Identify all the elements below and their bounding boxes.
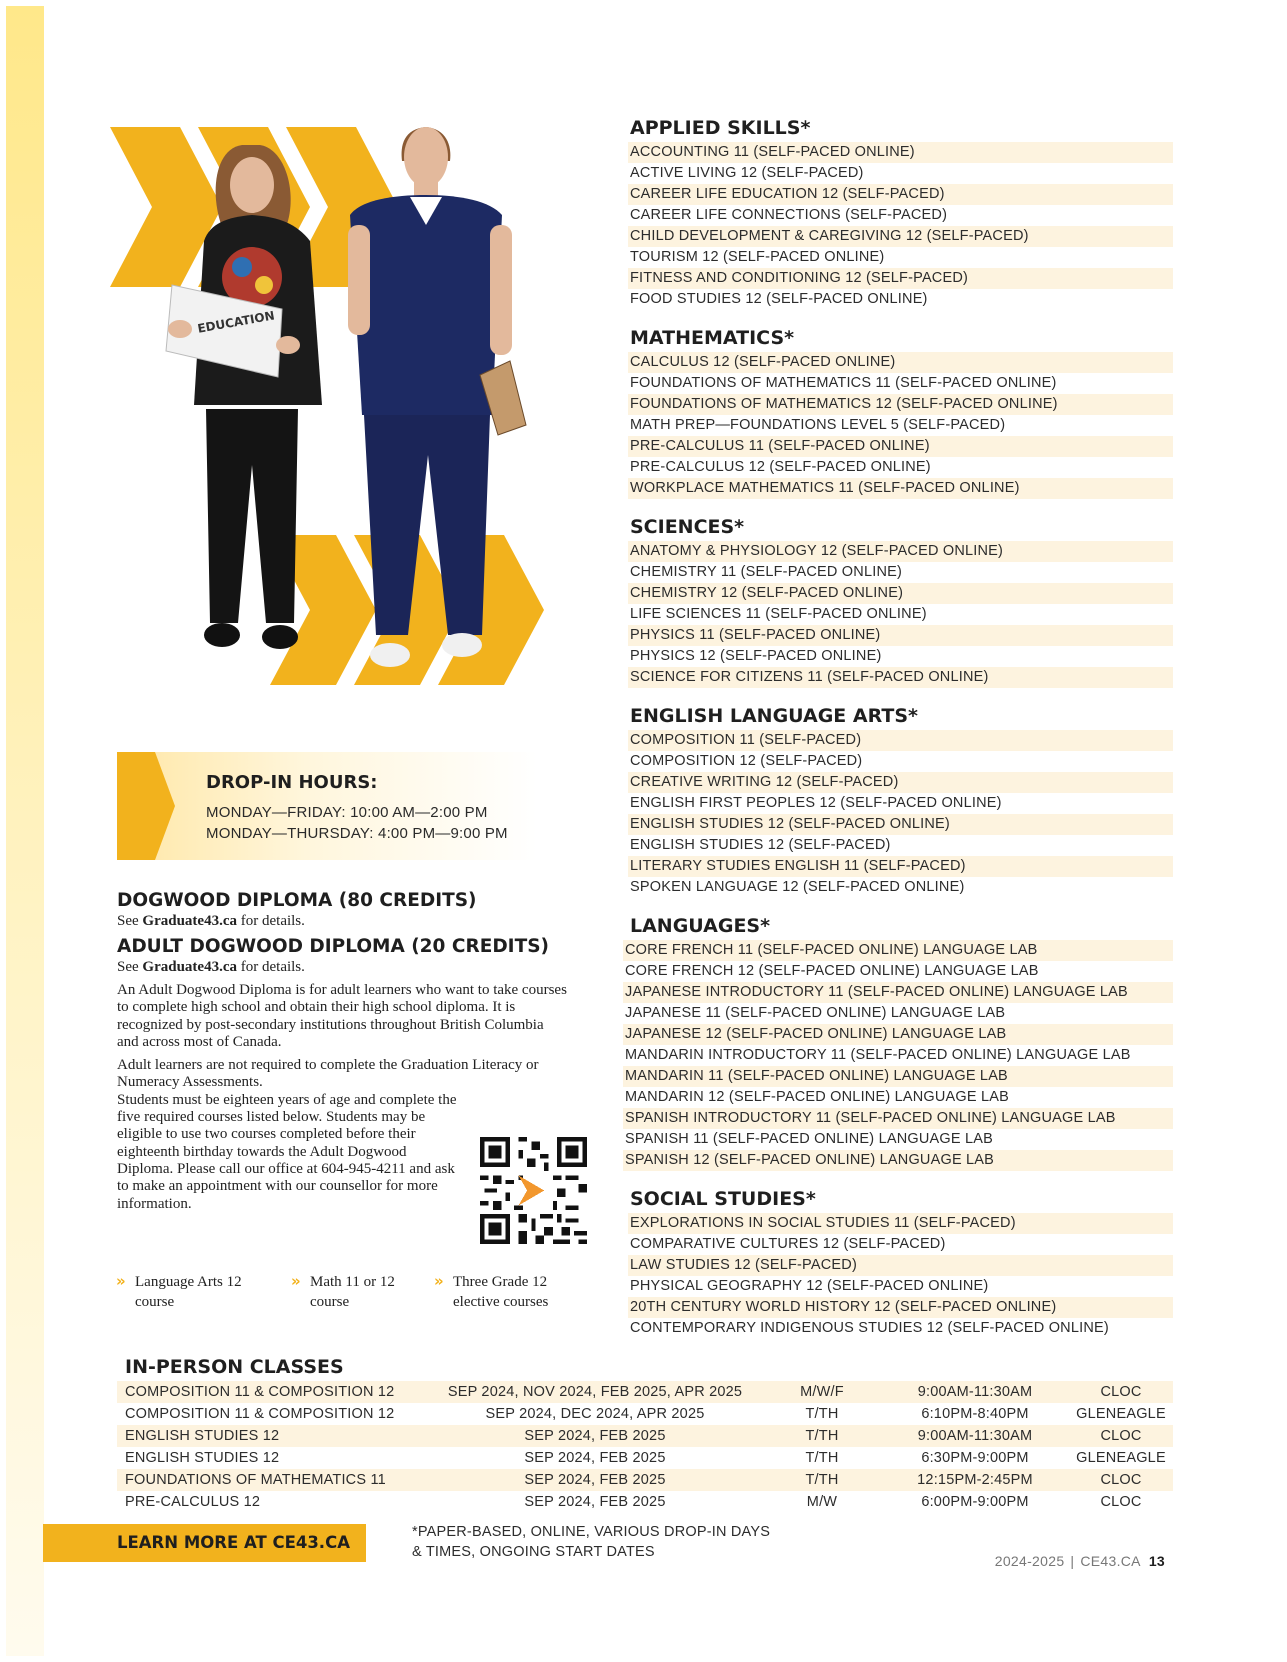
course-list-languages (623, 940, 1173, 1171)
drop-in-chevron-icon (117, 752, 177, 860)
class-days: T/TH (805, 1472, 839, 1488)
table-row (117, 1425, 1173, 1447)
class-dates: SEP 2024, FEB 2025 (524, 1494, 666, 1510)
eligibility-note: Students must be eighteen years of age and complete the five required courses listed below. Students may be eligible to use two courses completed before their eighteenth birthday towards the Adult Dogwood Diploma. Please call our office at 604-945-4211 and ask to make an appointment with our counsellor for more information. (117, 1091, 457, 1212)
table-row (117, 1469, 1173, 1491)
course-item: CAREER LIFE CONNECTIONS (SELF-PACED) (630, 207, 948, 223)
required-course-line: course (310, 1294, 350, 1310)
footnote (412, 1522, 770, 1562)
class-course: ENGLISH STUDIES 12 (125, 1428, 280, 1444)
class-time: 6:00PM-9:00PM (921, 1494, 1029, 1510)
course-item: EXPLORATIONS IN SOCIAL STUDIES 11 (SELF-PACED) (628, 1213, 1173, 1234)
class-days: M/W (806, 1494, 838, 1510)
see-suffix: for details. (237, 913, 305, 929)
course-item: CHEMISTRY 11 (SELF-PACED ONLINE) (630, 564, 903, 580)
drop-in-hours-evening: MONDAY—THURSDAY: 4:00 PM—9:00 PM (206, 825, 508, 842)
course-item: COMPOSITION 11 (SELF-PACED) (628, 730, 1173, 751)
course-item: ENGLISH FIRST PEOPLES 12 (SELF-PACED ONLINE) (630, 795, 1002, 811)
see-prefix: See (117, 913, 143, 929)
class-days: T/TH (805, 1450, 839, 1466)
course-item: MATH PREP—FOUNDATIONS LEVEL 5 (SELF-PACED) (630, 417, 1006, 433)
graduate43-link[interactable]: Graduate43.ca (142, 913, 237, 929)
section-english-language-arts (628, 702, 1173, 898)
class-course: COMPOSITION 11 & COMPOSITION 12 (125, 1406, 395, 1422)
required-course-line: Math 11 or 12 (310, 1274, 395, 1290)
qr-code-icon[interactable] (480, 1137, 587, 1244)
course-item: PHYSICS 11 (SELF-PACED ONLINE) (628, 625, 1173, 646)
course-item: PHYSICS 12 (SELF-PACED ONLINE) (630, 648, 882, 664)
required-course-line: course (135, 1294, 175, 1310)
drop-in-hours-box (117, 752, 537, 860)
page-number: 13 (1148, 1553, 1165, 1569)
course-list-sciences (628, 541, 1173, 688)
page-footer (995, 1553, 1165, 1569)
course-item: SPANISH 11 (SELF-PACED ONLINE) LANGUAGE LAB (625, 1131, 993, 1147)
course-item: SPANISH 12 (SELF-PACED ONLINE) LANGUAGE LAB (623, 1150, 1173, 1171)
adult-dogwood-diploma-title: ADULT DOGWOOD DIPLOMA (20 CREDITS) (117, 936, 549, 957)
course-list-social-studies (628, 1213, 1173, 1339)
course-item: CHEMISTRY 12 (SELF-PACED ONLINE) (628, 583, 1173, 604)
required-course-item (116, 1272, 242, 1312)
course-item: CALCULUS 12 (SELF-PACED ONLINE) (628, 352, 1173, 373)
decorative-side-strip (6, 6, 44, 1656)
footer-site-link[interactable]: CE43.CA (1080, 1553, 1141, 1569)
course-item: JAPANESE INTRODUCTORY 11 (SELF-PACED ONLINE) LANGUAGE LAB (623, 982, 1173, 1003)
course-item: FOUNDATIONS OF MATHEMATICS 11 (SELF-PACED ONLINE) (630, 375, 1057, 391)
section-title-sciences: SCIENCES* (630, 516, 745, 538)
course-item: FOUNDATIONS OF MATHEMATICS 12 (SELF-PACED ONLINE) (628, 394, 1173, 415)
section-title-applied-skills: APPLIED SKILLS* (630, 117, 811, 139)
dogwood-diploma-title: DOGWOOD DIPLOMA (80 CREDITS) (117, 890, 477, 911)
in-person-classes-title: IN-PERSON CLASSES (125, 1356, 344, 1378)
table-row (117, 1491, 1173, 1513)
course-item: ACCOUNTING 11 (SELF-PACED ONLINE) (628, 142, 1173, 163)
class-course: FOUNDATIONS OF MATHEMATICS 11 (125, 1472, 386, 1488)
course-item: MANDARIN INTRODUCTORY 11 (SELF-PACED ONLINE) LANGUAGE LAB (625, 1047, 1131, 1063)
class-days: T/TH (805, 1428, 839, 1444)
course-item: CHILD DEVELOPMENT & CAREGIVING 12 (SELF-PACED) (628, 226, 1173, 247)
course-item: ANATOMY & PHYSIOLOGY 12 (SELF-PACED ONLINE) (628, 541, 1173, 562)
class-location: CLOC (1100, 1384, 1142, 1400)
drop-in-title: DROP-IN HOURS: (206, 772, 378, 793)
class-time: 6:10PM-8:40PM (921, 1406, 1029, 1422)
course-item: LAW STUDIES 12 (SELF-PACED) (628, 1255, 1173, 1276)
section-title-social-studies: SOCIAL STUDIES* (630, 1188, 816, 1210)
class-dates: SEP 2024, FEB 2025 (524, 1472, 666, 1488)
footnote-line: *PAPER-BASED, ONLINE, VARIOUS DROP-IN DAYS (412, 1524, 771, 1540)
dogwood-see-details (117, 912, 567, 930)
section-social-studies (628, 1185, 1173, 1339)
section-mathematics (628, 324, 1173, 499)
course-item: CONTEMPORARY INDIGENOUS STUDIES 12 (SELF-PACED ONLINE) (630, 1320, 1109, 1336)
assessment-note: Adult learners are not required to complete the Graduation Literacy or Numeracy Assessments. (117, 1057, 539, 1091)
course-item: PHYSICAL GEOGRAPHY 12 (SELF-PACED ONLINE) (630, 1278, 989, 1294)
course-item: PRE-CALCULUS 11 (SELF-PACED ONLINE) (628, 436, 1173, 457)
table-row (117, 1381, 1173, 1403)
class-days: M/W/F (800, 1384, 844, 1400)
footer-year: 2024-2025 (994, 1553, 1065, 1569)
section-sciences (628, 513, 1173, 688)
course-item: FOOD STUDIES 12 (SELF-PACED ONLINE) (630, 291, 928, 307)
class-time: 9:00AM-11:30AM (917, 1428, 1033, 1444)
drop-in-hours-weekday: MONDAY—FRIDAY: 10:00 AM—2:00 PM (206, 804, 488, 821)
required-course-item (291, 1272, 395, 1312)
hero-svg (110, 115, 580, 725)
required-course-line: elective courses (453, 1294, 549, 1310)
class-course: PRE-CALCULUS 12 (125, 1494, 261, 1510)
course-item: CORE FRENCH 11 (SELF-PACED ONLINE) LANGUAGE LAB (623, 940, 1173, 961)
course-list-applied-skills (628, 142, 1173, 310)
class-location: GLENEAGLE (1076, 1406, 1166, 1422)
class-dates: SEP 2024, DEC 2024, APR 2025 (485, 1406, 705, 1422)
hero-illustration (110, 115, 580, 725)
magazine-text: EDUCATION (196, 308, 276, 336)
course-item: CREATIVE WRITING 12 (SELF-PACED) (628, 772, 1173, 793)
course-item: FITNESS AND CONDITIONING 12 (SELF-PACED) (628, 268, 1173, 289)
class-location: CLOC (1100, 1472, 1142, 1488)
course-item: CORE FRENCH 12 (SELF-PACED ONLINE) LANGUAGE LAB (625, 963, 1039, 979)
course-item: 20TH CENTURY WORLD HISTORY 12 (SELF-PACED ONLINE) (628, 1297, 1173, 1318)
course-item: ENGLISH STUDIES 12 (SELF-PACED) (630, 837, 891, 853)
class-course: ENGLISH STUDIES 12 (125, 1450, 280, 1466)
course-item: COMPARATIVE CULTURES 12 (SELF-PACED) (630, 1236, 946, 1252)
course-item: ENGLISH STUDIES 12 (SELF-PACED ONLINE) (628, 814, 1173, 835)
section-languages (623, 912, 1173, 1171)
course-item: LITERARY STUDIES ENGLISH 11 (SELF-PACED) (628, 856, 1173, 877)
course-item: JAPANESE 12 (SELF-PACED ONLINE) LANGUAGE LAB (623, 1024, 1173, 1045)
class-time: 9:00AM-11:30AM (917, 1384, 1033, 1400)
see-prefix: See (117, 959, 143, 975)
class-course: COMPOSITION 11 & COMPOSITION 12 (125, 1384, 395, 1400)
learn-more-button[interactable]: LEARN MORE AT CE43.CA (43, 1524, 366, 1562)
course-item: MANDARIN 11 (SELF-PACED ONLINE) LANGUAGE LAB (623, 1066, 1173, 1087)
see-suffix: for details. (237, 959, 305, 975)
course-item: SPOKEN LANGUAGE 12 (SELF-PACED ONLINE) (630, 879, 965, 895)
table-row (117, 1447, 1173, 1469)
course-item: ACTIVE LIVING 12 (SELF-PACED) (630, 165, 864, 181)
chevron-bullet-icon: » (434, 1272, 444, 1290)
in-person-classes-table (117, 1381, 1173, 1513)
class-days: T/TH (805, 1406, 839, 1422)
course-item: SPANISH INTRODUCTORY 11 (SELF-PACED ONLINE) LANGUAGE LAB (623, 1108, 1173, 1129)
class-location: CLOC (1100, 1428, 1142, 1444)
footer-separator: | (1070, 1553, 1075, 1569)
course-list-mathematics (628, 352, 1173, 499)
graduate43-link[interactable]: Graduate43.ca (142, 959, 237, 975)
section-title-mathematics: MATHEMATICS* (630, 327, 795, 349)
section-title-english: ENGLISH LANGUAGE ARTS* (630, 705, 918, 727)
course-item: JAPANESE 11 (SELF-PACED ONLINE) LANGUAGE LAB (625, 1005, 1006, 1021)
course-listing (625, 114, 1173, 1353)
class-dates: SEP 2024, FEB 2025 (524, 1450, 666, 1466)
class-dates: SEP 2024, NOV 2024, FEB 2025, APR 2025 (447, 1384, 743, 1400)
course-item: CAREER LIFE EDUCATION 12 (SELF-PACED) (628, 184, 1173, 205)
section-title-languages: LANGUAGES* (630, 915, 771, 937)
course-item: COMPOSITION 12 (SELF-PACED) (630, 753, 863, 769)
course-list-english (628, 730, 1173, 898)
course-item: PRE-CALCULUS 12 (SELF-PACED ONLINE) (630, 459, 931, 475)
table-row (117, 1403, 1173, 1425)
class-location: CLOC (1100, 1494, 1142, 1510)
chevron-bullet-icon: » (291, 1272, 301, 1290)
course-item: WORKPLACE MATHEMATICS 11 (SELF-PACED ONLINE) (628, 478, 1173, 499)
class-location: GLENEAGLE (1076, 1450, 1166, 1466)
class-time: 12:15PM-2:45PM (917, 1472, 1033, 1488)
required-course-line: Language Arts 12 (135, 1274, 242, 1290)
in-person-classes (117, 1353, 1173, 1513)
adult-diploma-description: An Adult Dogwood Diploma is for adult learners who want to take courses to complete high school and obtain their high school diploma. It is recognized by post-secondary institutions throughout British Columbia and across most of Canada. (117, 982, 567, 1050)
class-time: 6:30PM-9:00PM (921, 1450, 1029, 1466)
course-item: TOURISM 12 (SELF-PACED ONLINE) (630, 249, 885, 265)
footnote-line: & TIMES, ONGOING START DATES (412, 1544, 655, 1560)
course-item: MANDARIN 12 (SELF-PACED ONLINE) LANGUAGE LAB (625, 1089, 1010, 1105)
section-applied-skills (628, 114, 1173, 310)
class-dates: SEP 2024, FEB 2025 (524, 1428, 666, 1444)
required-courses-list (117, 1272, 597, 1316)
course-item: SCIENCE FOR CITIZENS 11 (SELF-PACED ONLINE) (628, 667, 1173, 688)
course-item: LIFE SCIENCES 11 (SELF-PACED ONLINE) (630, 606, 927, 622)
required-course-item (434, 1272, 549, 1312)
chevron-bullet-icon: » (116, 1272, 126, 1290)
adult-see-details (117, 958, 567, 976)
required-course-line: Three Grade 12 (453, 1274, 548, 1290)
